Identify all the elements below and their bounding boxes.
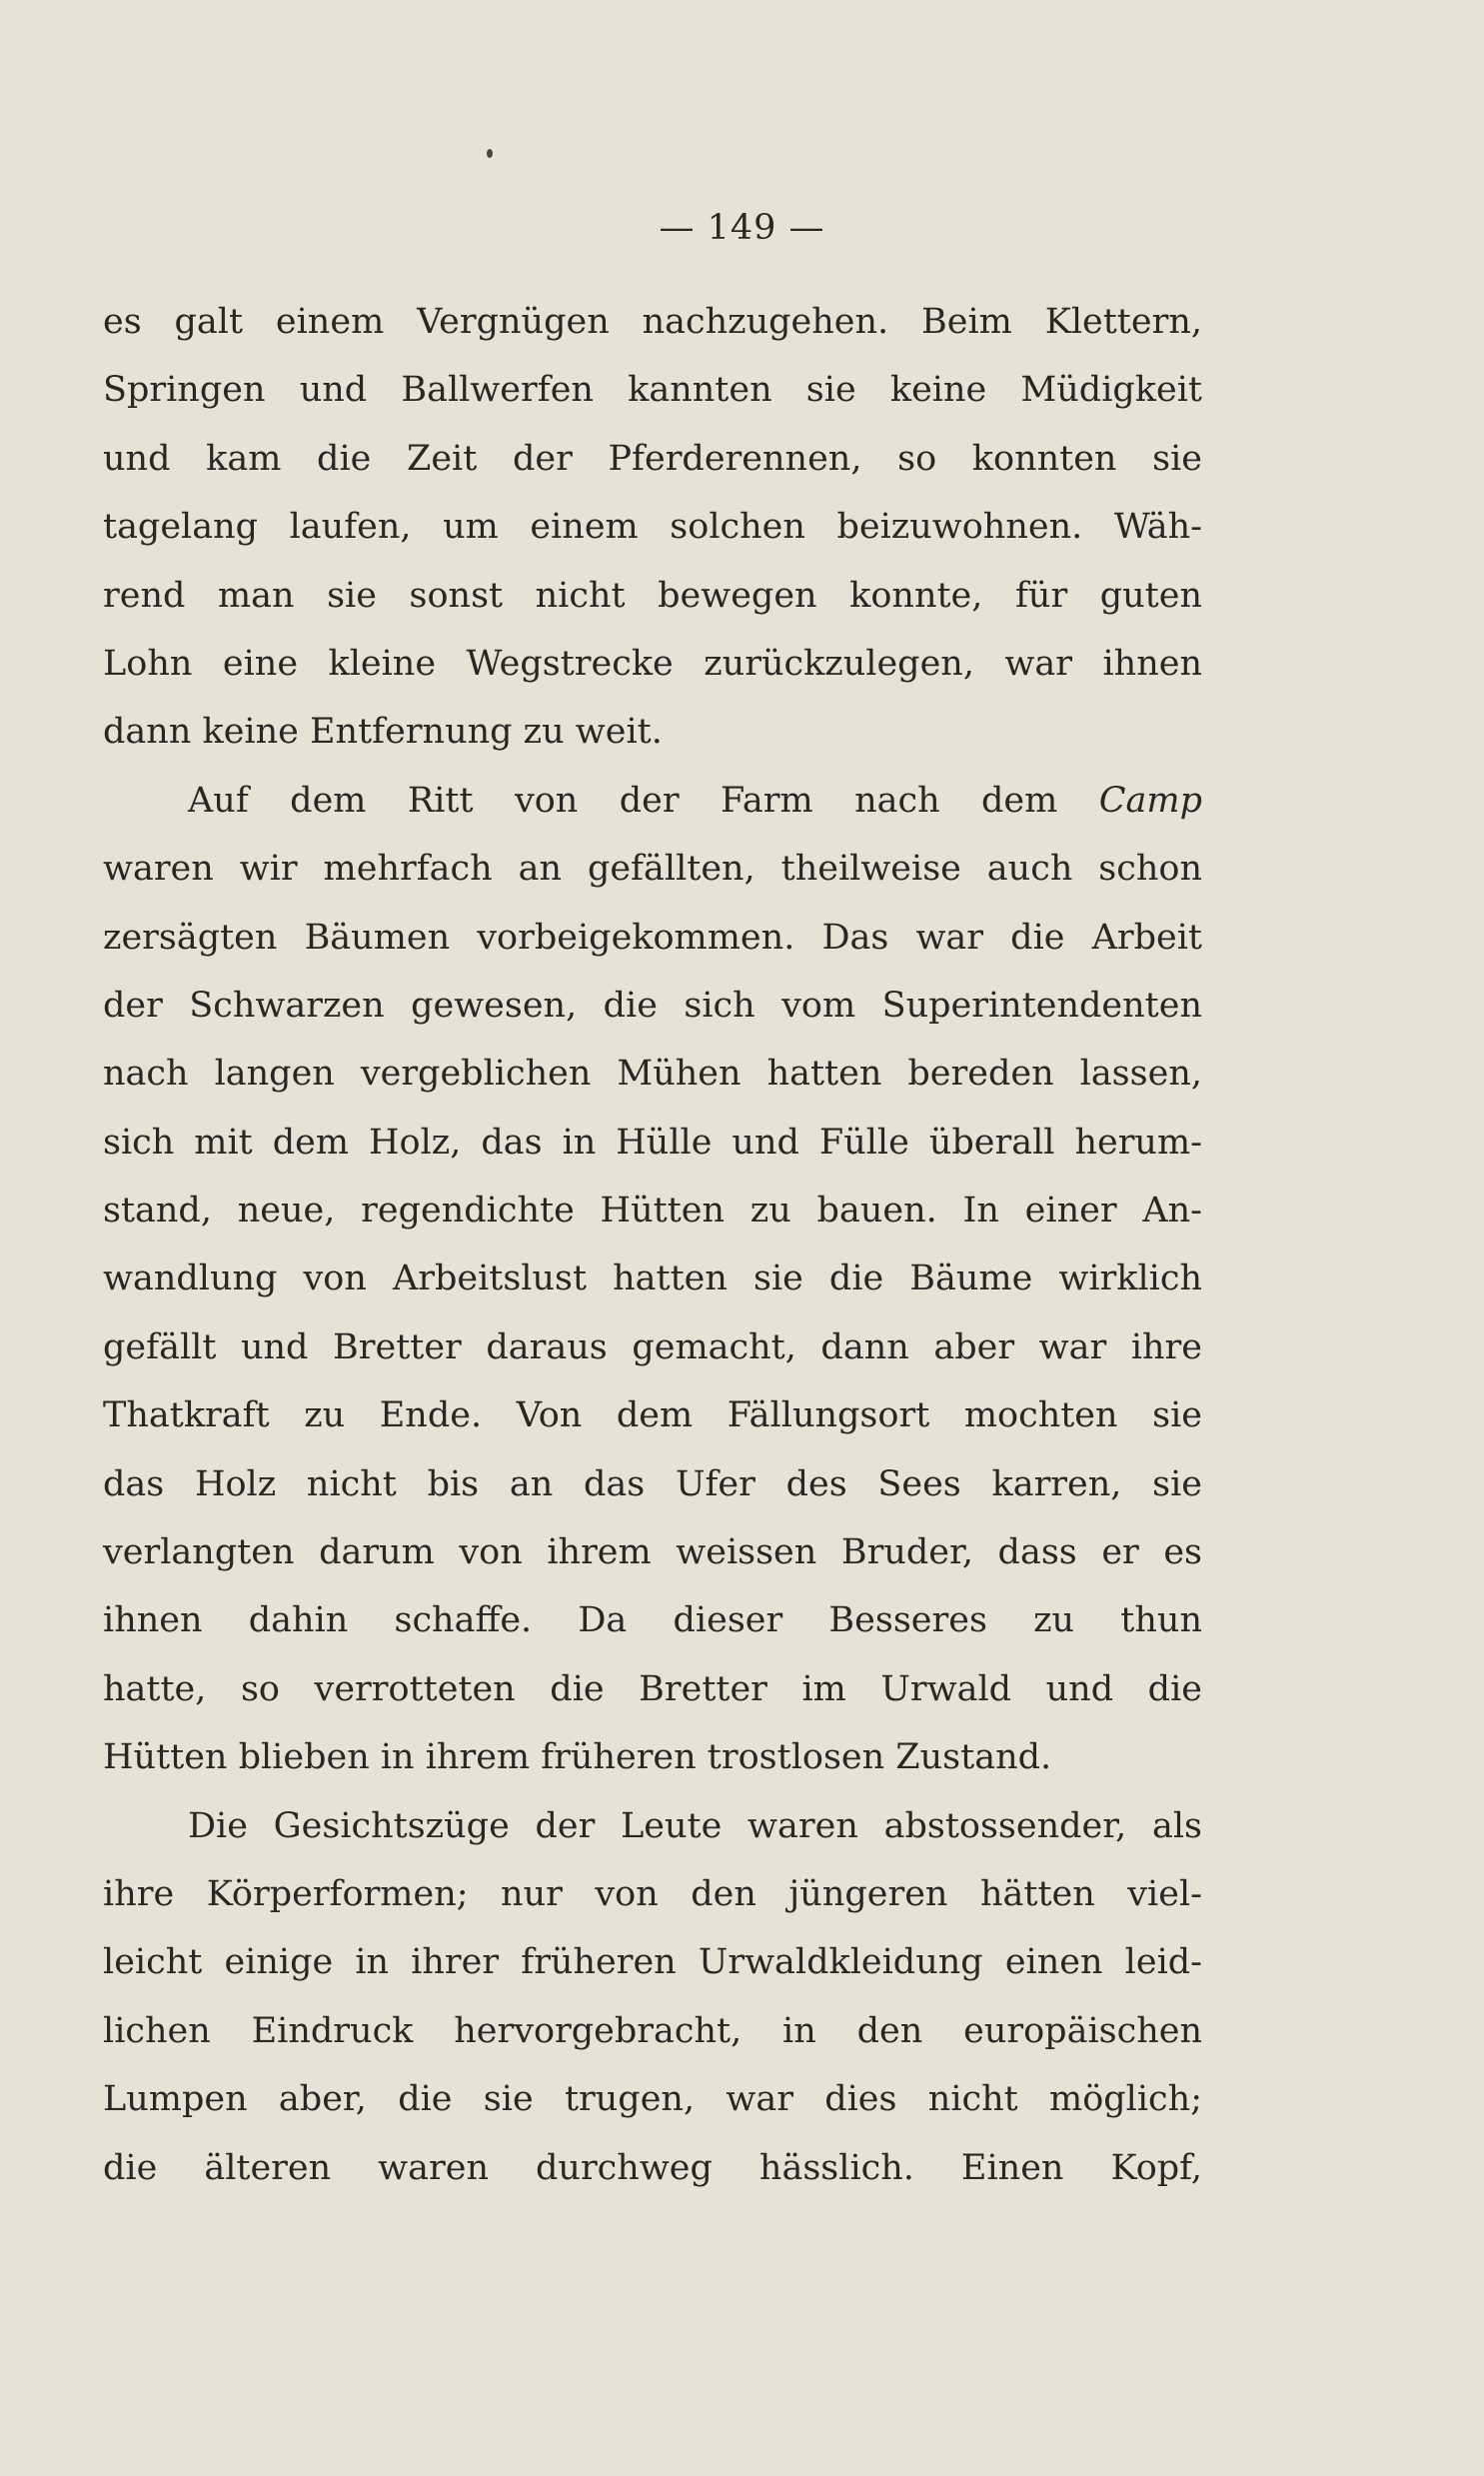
text-line: hatte, so verrotteten die Bretter im Urwald und die	[103, 1668, 1202, 1709]
text-line: die älteren waren durchweg hässlich. Einen Kopf,	[103, 2147, 1202, 2188]
text-line: Lumpen aber, die sie trugen, war dies nicht möglich;	[103, 2079, 1202, 2120]
page-number: — 149 —	[659, 208, 825, 248]
text-line: nach langen vergeblichen Mühen hatten bereden lassen,	[103, 1054, 1202, 1095]
text-line: lichen Eindruck hervorgebracht, in den europäischen	[103, 2010, 1202, 2051]
text-line: Die Gesichtszüge der Leute waren abstossender, als	[188, 1805, 1202, 1846]
ink-speck	[487, 149, 493, 158]
text-line: Thatkraft zu Ende. Von dem Fällungsort mochten sie	[103, 1395, 1202, 1436]
text-line: zersägten Bäumen vorbeigekommen. Das war die Arbeit	[103, 917, 1202, 958]
text-line: stand, neue, regendichte Hütten zu bauen. In einer An-	[103, 1191, 1202, 1232]
text-line: der Schwarzen gewesen, die sich vom Superintendenten	[103, 985, 1202, 1026]
text-line: wandlung von Arbeitslust hatten sie die Bäume wirklich	[103, 1258, 1202, 1299]
text-line: verlangten darum von ihrem weissen Bruder, dass er es	[103, 1532, 1202, 1573]
text-segment: Auf dem Ritt von der Farm nach dem	[188, 780, 1058, 821]
text-line: waren wir mehrfach an gefällten, theilweise auch schon	[103, 849, 1202, 890]
text-line: Hütten blieben in ihrem früheren trostlosen Zustand.	[103, 1737, 1052, 1778]
text-line: es galt einem Vergnügen nachzugehen. Beim Klettern,	[103, 302, 1202, 342]
text-line: sich mit dem Holz, das in Hülle und Fülle überall herum-	[103, 1122, 1202, 1163]
text-line: leicht einige in ihrer früheren Urwaldkleidung einen leid-	[103, 1942, 1202, 1983]
text-line: ihnen dahin schaffe. Da dieser Besseres zu thun	[103, 1600, 1202, 1641]
text-line: tagelang laufen, um einem solchen beizuwohnen. Wäh-	[103, 507, 1202, 548]
text-line: Springen und Ballwerfen kannten sie keine Müdigkeit	[103, 370, 1202, 411]
text-line: das Holz nicht bis an das Ufer des Sees karren, sie	[103, 1463, 1202, 1504]
text-line: ihre Körperformen; nur von den jüngeren hätten viel-	[103, 1873, 1202, 1914]
text-line: rend man sie sonst nicht bewegen konnte, für guten	[103, 575, 1202, 616]
text-line: und kam die Zeit der Pferderennen, so konnten sie	[103, 438, 1202, 479]
body-text	[103, 288, 1202, 2202]
italic-word: Camp	[1098, 780, 1202, 821]
text-line: dann keine Entfernung zu weit.	[103, 712, 663, 753]
text-line-with-italic	[103, 767, 1202, 835]
text-line: gefällt und Bretter daraus gemacht, dann aber war ihre	[103, 1326, 1202, 1367]
text-line: Lohn eine kleine Wegstrecke zurückzulegen, war ihnen	[103, 643, 1202, 684]
